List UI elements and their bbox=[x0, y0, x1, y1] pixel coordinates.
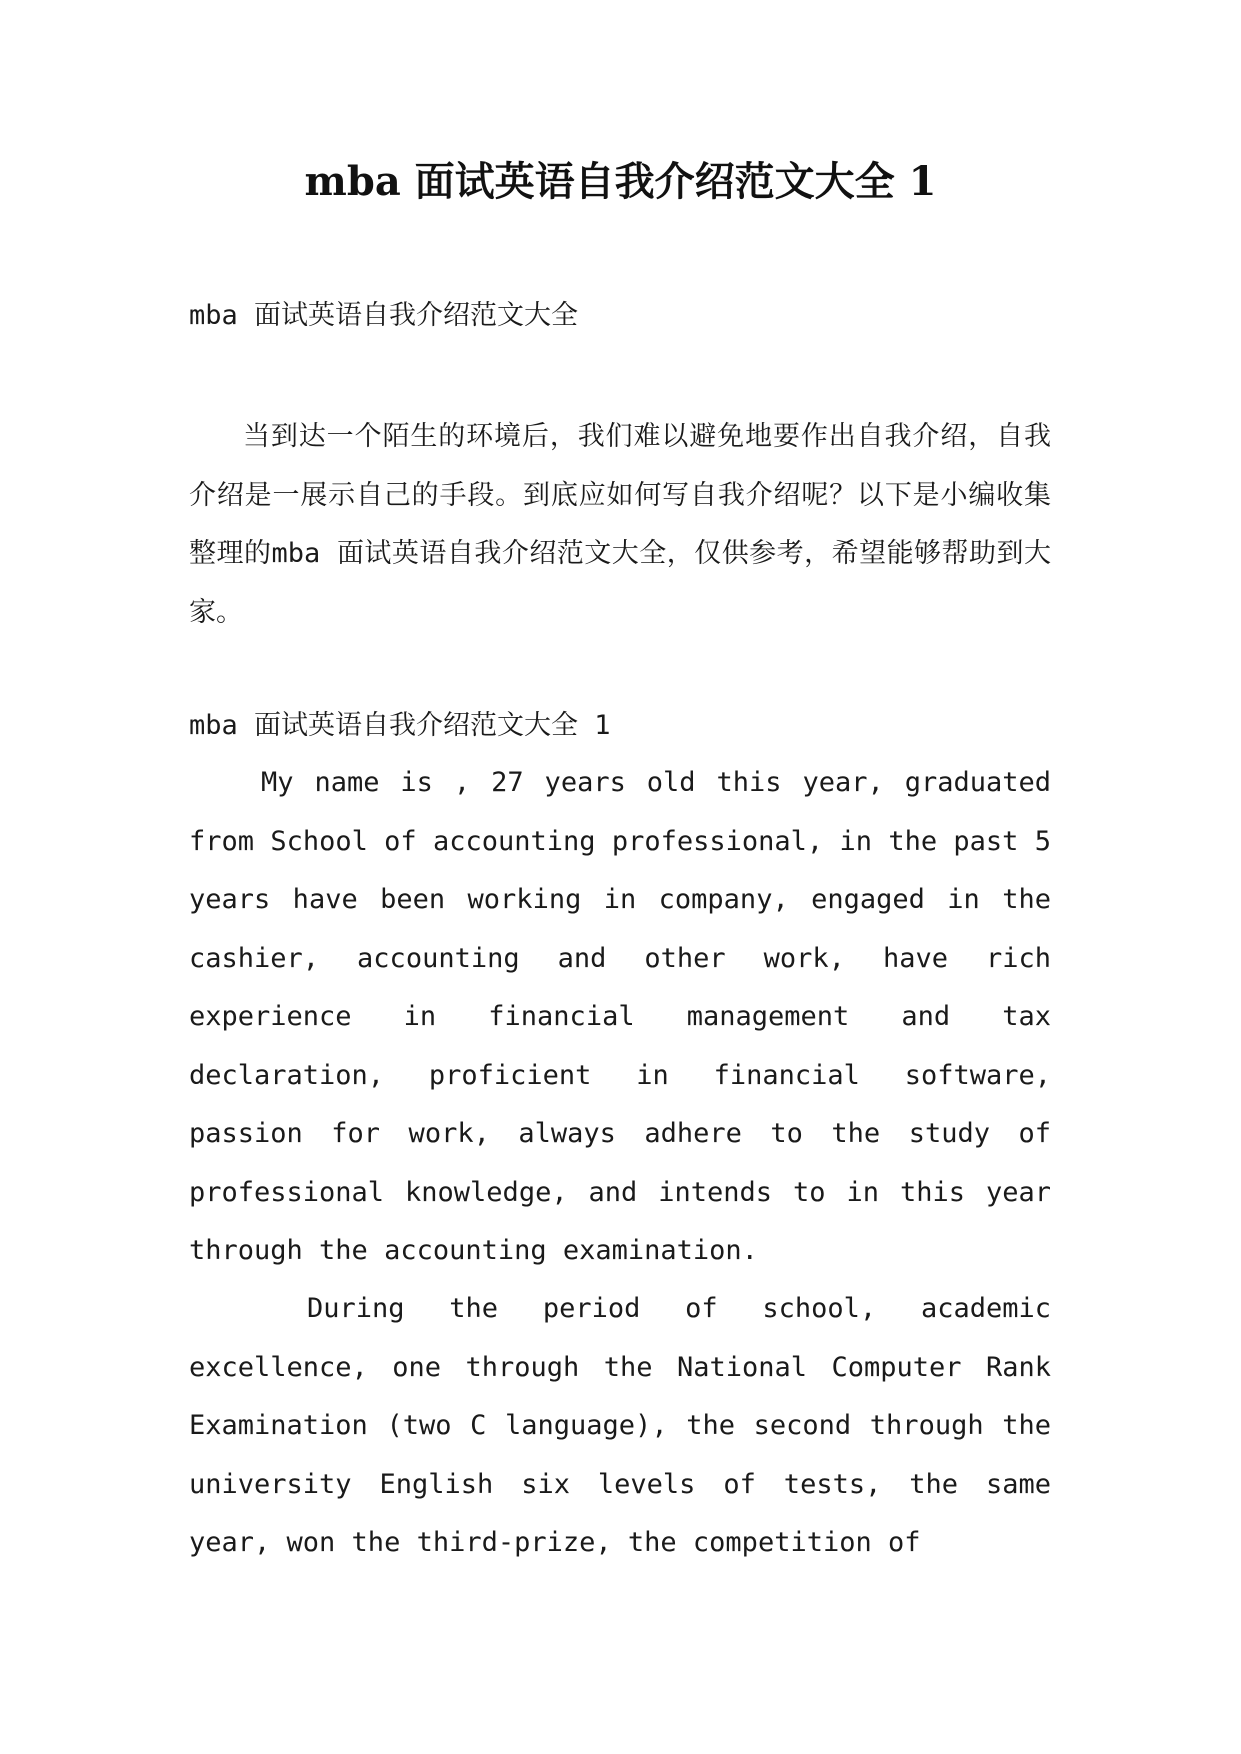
intro-paragraph: 当到达一个陌生的环境后，我们难以避免地要作出自我介绍，自我介绍是一展示自己的手段。到底应如何写自我介绍呢？以下是小编收集整理的mba 面试英语自我介绍范文大全，仅供参考，希望能够帮助到大家。 bbox=[189, 421, 1051, 628]
document-title: mba 面试英语自我介绍范文大全 1 bbox=[304, 158, 937, 205]
section-heading: mba 面试英语自我介绍范文大全 1 bbox=[189, 710, 611, 741]
body-paragraph-2: During the period of school, academic excellence, one through the National Computer Rank Examination (two C language), the second through the university English six levels of tests, the same year, won the third-prize, the competition of bbox=[189, 1293, 1051, 1558]
body-paragraph-1: My name is , 27 years old this year, graduated from School of accounting professional, in the past 5 years have been working in company, engaged in the cashier, accounting and other work, have rich experience in financial management and tax declaration, proficient in financial software, passion for work, always adhere to the study of professional knowledge, and intends to in this year through the accounting examination. bbox=[189, 767, 1051, 1266]
document-subtitle: mba 面试英语自我介绍范文大全 bbox=[189, 300, 579, 331]
